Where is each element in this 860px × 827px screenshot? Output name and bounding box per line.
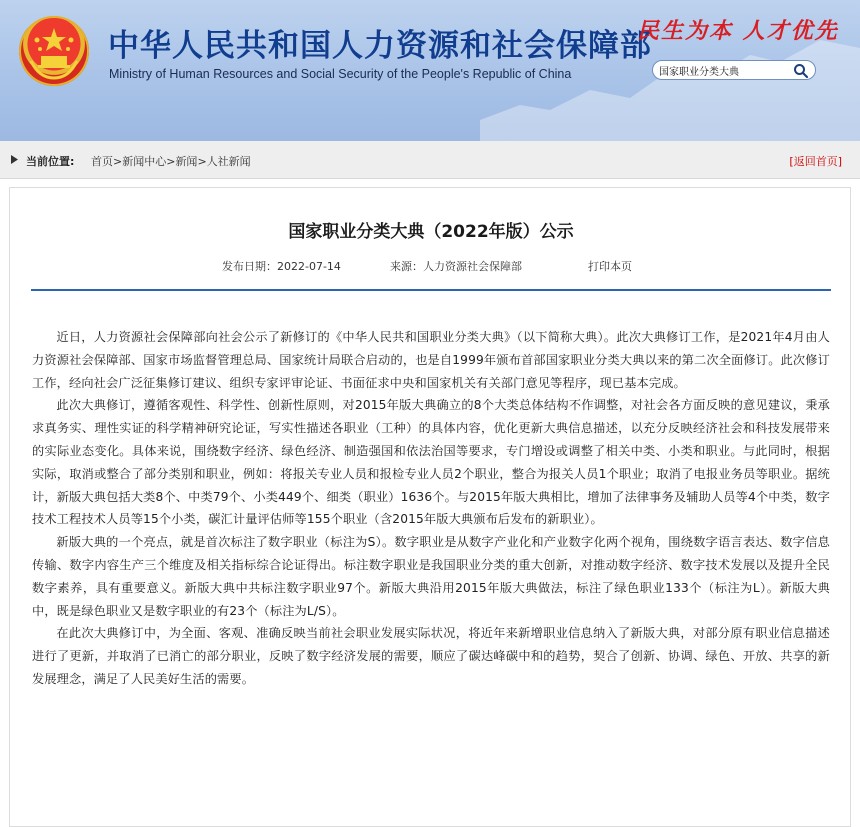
breadcrumb-separator: >	[113, 155, 123, 168]
national-emblem	[19, 16, 89, 86]
search-icon[interactable]	[793, 63, 809, 79]
article-paragraph: 新版大典的一个亮点，就是首次标注了数字职业（标注为S）。数字职业是从数字产业化和产业数字化两个视角，围绕数字语言表达、数字信息传输、数字内容生产三个维度及相关指标综合论证得出。标注数字职业是我国职业分类的重大创新，对推动数字经济、数字技术发展以及提升全民数字素养，具有重要意义。新版大典中共标注数字职业97个。新版大典沿用2015年版大典做法，标注了绿色职业133个（标注为L）。新版大典中，既是绿色职业又是数字职业的有23个（标注为L/S）。	[32, 535, 830, 618]
return-home-link[interactable]: [返回首页]	[789, 155, 842, 168]
print-page-link[interactable]: 打印本页	[588, 260, 632, 273]
ministry-title-en: Ministry of Human Resources and Social Security of the People's Republic of China	[109, 67, 572, 81]
triangle-right-icon	[11, 155, 19, 164]
article-source: 来源：人力资源社会保障部	[390, 260, 522, 273]
breadcrumb-news-center[interactable]: 新闻中心	[122, 155, 167, 168]
ministry-title-cn: 中华人民共和国人力资源和社会保障部	[108, 28, 652, 64]
article-panel	[9, 187, 851, 827]
breadcrumb-path	[91, 153, 251, 169]
search-input[interactable]	[659, 65, 789, 76]
publish-date: 发布日期：2022-07-14	[222, 260, 341, 273]
title-divider	[31, 289, 831, 291]
breadcrumb-separator: >	[197, 155, 207, 168]
article-paragraph: 近日，人力资源社会保障部向社会公示了新修订的《中华人民共和国职业分类大典》（以下简称大典）。此次大典修订工作，是2021年4月由人力资源社会保障部、国家市场监督管理总局、国家统计局联合启动的，也是自1999年颁布首部国家职业分类大典以来的第二次全面修订。此次修订工作，经向社会广泛征集修订建议、组织专家评审论证、书面征求中央和国家机关有关部门意见等程序，现已基本完成。	[32, 330, 830, 390]
article-paragraph: 在此次大典修订中，为全面、客观、准确反映当前社会职业发展实际状况，将近年来新增职业信息纳入了新版大典，对部分原有职业信息描述进行了更新，并取消了已消亡的部分职业，反映了数字经济发展的需要，顺应了碳达峰碳中和的趋势，契合了创新、协调、绿色、开放、共享的新发展理念，满足了人民美好生活的需要。	[32, 626, 830, 686]
breadcrumb-hr-news[interactable]: 人社新闻	[206, 155, 251, 168]
article-body	[32, 326, 830, 691]
search-box	[652, 60, 816, 80]
article-title: 国家职业分类大典（2022年版）公示	[288, 222, 574, 242]
breadcrumb-news[interactable]: 新闻	[175, 155, 198, 168]
slogan: 民生为本 人才优先	[637, 18, 839, 44]
breadcrumb-label: 当前位置:	[26, 155, 75, 168]
breadcrumb	[0, 141, 860, 179]
site-header	[0, 0, 860, 141]
article-paragraph: 此次大典修订，遵循客观性、科学性、创新性原则，对2015年版大典确立的8个大类总体结构不作调整，对社会各方面反映的意见建议，秉承求真务实、理性实证的科学精神研究论证，写实性描述各职业（工种）的具体内容，优化更新大典信息描述，以充分反映经济社会和科技发展带来的实际业态变化。具体来说，围绕数字经济、绿色经济、制造强国和依法治国等要求，专门增设或调整了相关中类、小类和职业。与此同时，根据实际，取消或整合了部分类别和职业，例如：将报关专业人员和报检专业人员2个职业，整合为报关人员1个职业；取消了电报业务员等职业。据统计，新版大典包括大类8个、中类79个、小类449个、细类（职业）1636个。与2015年版大典相比，增加了法律事务及辅助人员等4个中类，数字技术工程技术人员等15个小类，碳汇计量评估师等155个职业（含2015年版大典颁布后发布的新职业）。	[32, 398, 830, 527]
breadcrumb-home[interactable]: 首页	[91, 155, 113, 168]
breadcrumb-separator: >	[166, 155, 176, 168]
